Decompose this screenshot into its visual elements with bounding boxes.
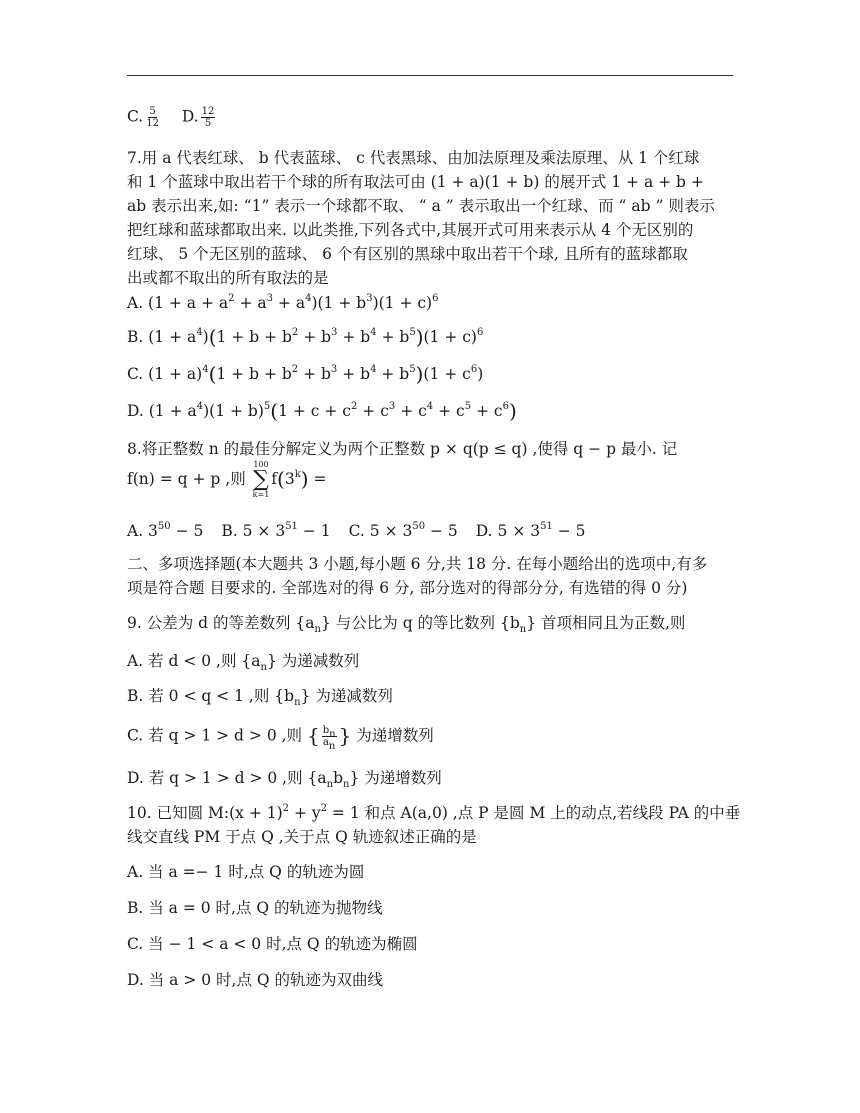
q10-option-c: C. 当 − 1 < a < 0 时,点 Q 的轨迹为椭圆: [127, 935, 418, 953]
q10-option-a: A. 当 a =− 1 时,点 Q 的轨迹为圆: [127, 863, 365, 881]
q7-option-a: A. $(1 + a + a^2 + a^3 + a^4)(1 + b^3)(1 + c)^6$: [127, 293, 439, 312]
q7-text-line3: ab 表示出来,如: “1” 表示一个球都不取、 “ a ” 表示取出一个红球、而 “ ab ” 则表示: [127, 197, 715, 215]
q9-option-d: D. 若 q > 1 > d > 0 ,则 $\{a_nb_n\}$ 为递增数列: [127, 769, 442, 790]
fraction-5-12: $\frac{5}{12}$: [146, 106, 159, 129]
fraction-bn-an: $\frac{b_n}{a_n}$: [322, 725, 336, 752]
section2-heading-line2: 项是符合题 目要求的. 全部选对的得 6 分, 部分选对的得部分分, 有选错的得 0 分): [127, 579, 688, 597]
summation-symbol: 100 ∑ k=1: [252, 460, 270, 499]
q10-option-d: D. 当 a > 0 时,点 Q 的轨迹为双曲线: [127, 971, 384, 989]
fraction-12-5: $\frac{12}{5}$: [201, 106, 215, 129]
q9-option-a: A. 若 d < 0 ,则 $\{a_n\}$ 为递减数列: [127, 652, 360, 673]
q7-text-line1: 7.用 a 代表红球、 b 代表蓝球、 c 代表黑球、由加法原理及乘法原理、从 1 个红球: [127, 149, 700, 167]
q9-stem: 9. 公差为 d 的等差数列 $\{a_n\}$ 与公比为 q 的等比数列 $\{b_n\}$ 首项相同且为正数,则: [127, 614, 686, 635]
q10-option-b: B. 当 a = 0 时,点 Q 的轨迹为抛物线: [127, 899, 383, 917]
q7-text-line4: 把红球和蓝球都取出来. 以此类推,下列各式中,其展开式可用来表示从 4 个无区别的: [127, 221, 694, 239]
q9-option-b: B. 若 0 < q < 1 ,则 $\{b_n\}$ 为递减数列: [127, 687, 393, 708]
q7-option-d: D. $(1 + a^4)(1 + b)^5(1 + c + c^2 + c^3 + c^4 + c^5 + c^6)$: [127, 399, 517, 423]
q7-option-b: B. $(1 + a^4)(1 + b + b^2 + b^3 + b^4 + b^5)(1 + c)^6$: [127, 325, 484, 349]
q8-options: A. $3^{50} - 5$ B. $5 \times 3^{51} - 1$ C. $5 \times 3^{50} - 5$ D. $5 \times 3^{51} - 5$: [127, 521, 586, 540]
q7-text-line6: 出或都不取出的所有取法的是: [127, 269, 329, 287]
q7-text-line5: 红球、 5 个无区别的蓝球、 6 个有区别的黑球中取出若干个球, 且所有的蓝球都取: [127, 245, 688, 263]
q8-text-line1: 8.将正整数 n 的最佳分解定义为两个正整数 p × q(p ≤ q) ,使得 q − p 最小. 记: [127, 440, 678, 458]
q7-option-c: C. $(1 + a)^4(1 + b + b^2 + b^3 + b^4 + b^5)(1 + c^6)$: [127, 362, 484, 386]
q10-stem-line2: 线交直线 PM 于点 Q ,关于点 Q 轨迹叙述正确的是: [127, 828, 477, 846]
q7-text-line2: 和 1 个蓝球中取出若干个球的所有取法可由 (1 + a)(1 + b) 的展开式 1 + a + b +: [127, 173, 704, 191]
q10-stem-line1: 10. 已知圆 M:(x + $1)^2 + y^2 = 1$ 和点 A(a,0) ,点 P 是圆 M 上的动点,若线段 PA 的中垂: [127, 803, 741, 822]
q6-options-cd: C. $\frac{5}{12}$ D. $\frac{12}{5}$: [127, 106, 215, 129]
q8-text-line2: f(n) = q + p ,则 100 ∑ k=1 $f(3^k)$ =: [127, 460, 327, 499]
header-rule: [127, 75, 733, 76]
section2-heading-line1: 二、多项选择题(本大题共 3 小题,每小题 6 分,共 18 分. 在每小题给出的选项中,有多: [127, 555, 708, 573]
q9-option-c: C. 若 q > 1 > d > 0 ,则 { $\frac{b_n}{a_n}$ } 为递增数列: [127, 723, 434, 752]
